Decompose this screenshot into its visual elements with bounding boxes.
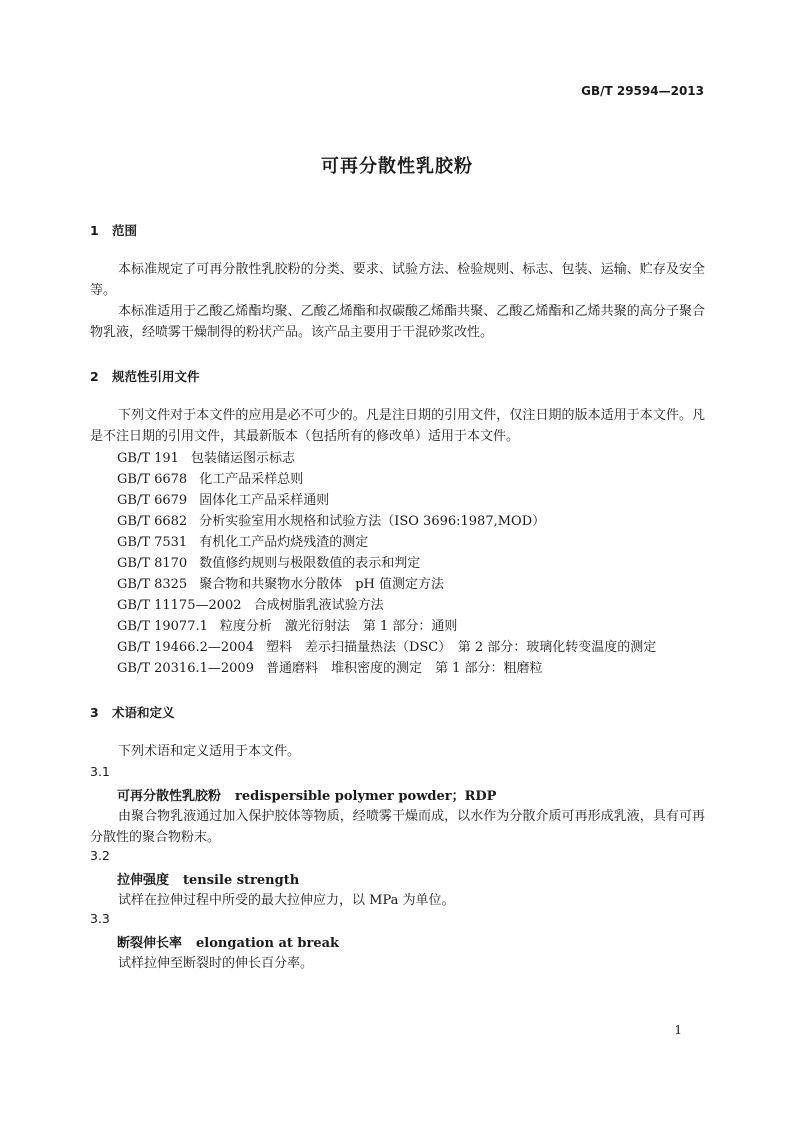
reference-item bbox=[117, 468, 303, 487]
reference-code: GB/T 19466.2—2004 bbox=[117, 640, 254, 655]
term-zh: 拉伸强度 bbox=[117, 873, 170, 888]
reference-item bbox=[117, 594, 384, 613]
reference-item bbox=[117, 636, 656, 655]
reference-title: 普通磨料 堆积密度的测定 第 1 部分：粗磨粒 bbox=[265, 661, 543, 676]
reference-title: 包装储运图示标志 bbox=[190, 451, 295, 466]
reference-item bbox=[117, 615, 457, 634]
reference-code: GB/T 20316.1—2009 bbox=[117, 661, 254, 676]
reference-title: 合成树脂乳液试验方法 bbox=[253, 598, 384, 613]
reference-code: GB/T 6682 bbox=[117, 514, 188, 529]
reference-title: 数值修约规则与极限数值的表示和判定 bbox=[199, 556, 421, 571]
reference-code: GB/T 8325 bbox=[117, 577, 188, 592]
reference-item bbox=[117, 531, 368, 550]
reference-code: GB/T 11175—2002 bbox=[117, 598, 242, 613]
document-title: 可再分散性乳胶粉 bbox=[321, 156, 473, 177]
term-number: 3.2 bbox=[90, 848, 110, 863]
section-3-heading bbox=[90, 703, 175, 721]
term-heading bbox=[117, 869, 299, 888]
reference-code: GB/T 19077.1 bbox=[117, 619, 208, 634]
reference-item bbox=[117, 552, 420, 571]
reference-item bbox=[117, 573, 444, 592]
reference-item bbox=[117, 489, 329, 508]
section-title: 规范性引用文件 bbox=[112, 369, 200, 384]
reference-title: 聚合物和共聚物水分散体 pH 值测定方法 bbox=[199, 577, 445, 592]
section-2-intro: 下列文件对于本文件的应用是必不可少的。凡是注日期的引用文件，仅注日期的版本适用于本文件。凡是不注日期的引用文件，其最新版本（包括所有的修改单）适用于本文件。 bbox=[90, 408, 705, 444]
term-number: 3.3 bbox=[90, 911, 110, 926]
section-number: 3 bbox=[90, 705, 99, 720]
term-en: tensile strength bbox=[183, 873, 300, 888]
reference-title: 塑料 差示扫描量热法（DSC） 第 2 部分：玻璃化转变温度的测定 bbox=[265, 640, 657, 655]
section-2-heading bbox=[90, 367, 200, 385]
reference-title: 化工产品采样总则 bbox=[199, 472, 304, 487]
reference-item bbox=[117, 657, 543, 676]
section-number: 2 bbox=[90, 369, 99, 384]
reference-code: GB/T 6679 bbox=[117, 493, 188, 508]
reference-code: GB/T 8170 bbox=[117, 556, 188, 571]
page-number: 1 bbox=[674, 1023, 682, 1037]
term-definition: 试样在拉伸过程中所受的最大拉伸应力，以 MPa 为单位。 bbox=[118, 893, 455, 908]
section-1-paragraph-1: 本标准规定了可再分散性乳胶粉的分类、要求、试验方法、检验规则、标志、包装、运输、贮存及安全等。 bbox=[90, 262, 705, 298]
reference-item bbox=[117, 447, 295, 466]
term-en: elongation at break bbox=[196, 936, 340, 951]
reference-title: 分析实验室用水规格和试验方法（ISO 3696:1987,MOD） bbox=[199, 514, 546, 529]
term-zh: 可再分散性乳胶粉 bbox=[117, 789, 222, 804]
term-definition: 试样拉伸至断裂时的伸长百分率。 bbox=[118, 956, 314, 971]
section-number: 1 bbox=[90, 223, 99, 238]
section-1-heading bbox=[90, 221, 137, 239]
reference-title: 固体化工产品采样通则 bbox=[199, 493, 330, 508]
reference-title: 有机化工产品灼烧残渣的测定 bbox=[199, 535, 369, 550]
reference-code: GB/T 7531 bbox=[117, 535, 188, 550]
term-en: redispersible polymer powder；RDP bbox=[235, 789, 497, 804]
term-heading bbox=[117, 785, 496, 804]
term-definition: 由聚合物乳液通过加入保护胶体等物质，经喷雾干燥而成，以水作为分散介质可再形成乳液，具有可再分散性的聚合物粉末。 bbox=[90, 809, 705, 845]
term-number: 3.1 bbox=[90, 764, 110, 779]
reference-item bbox=[117, 510, 545, 529]
section-3-intro: 下列术语和定义适用于本文件。 bbox=[118, 744, 301, 759]
reference-code: GB/T 191 bbox=[117, 451, 179, 466]
section-title: 术语和定义 bbox=[112, 705, 175, 720]
standard-code: GB/T 29594—2013 bbox=[581, 84, 704, 98]
reference-title: 粒度分析 激光衍射法 第 1 部分：通则 bbox=[219, 619, 458, 634]
term-zh: 断裂伸长率 bbox=[117, 936, 183, 951]
reference-code: GB/T 6678 bbox=[117, 472, 188, 487]
section-1-paragraph-2: 本标准适用于乙酸乙烯酯均聚、乙酸乙烯酯和叔碳酸乙烯酯共聚、乙酸乙烯酯和乙烯共聚的高分子聚合物乳液，经喷雾干燥制得的粉状产品。该产品主要用于干混砂浆改性。 bbox=[90, 304, 705, 340]
term-heading bbox=[117, 932, 339, 951]
section-title: 范围 bbox=[112, 223, 138, 238]
